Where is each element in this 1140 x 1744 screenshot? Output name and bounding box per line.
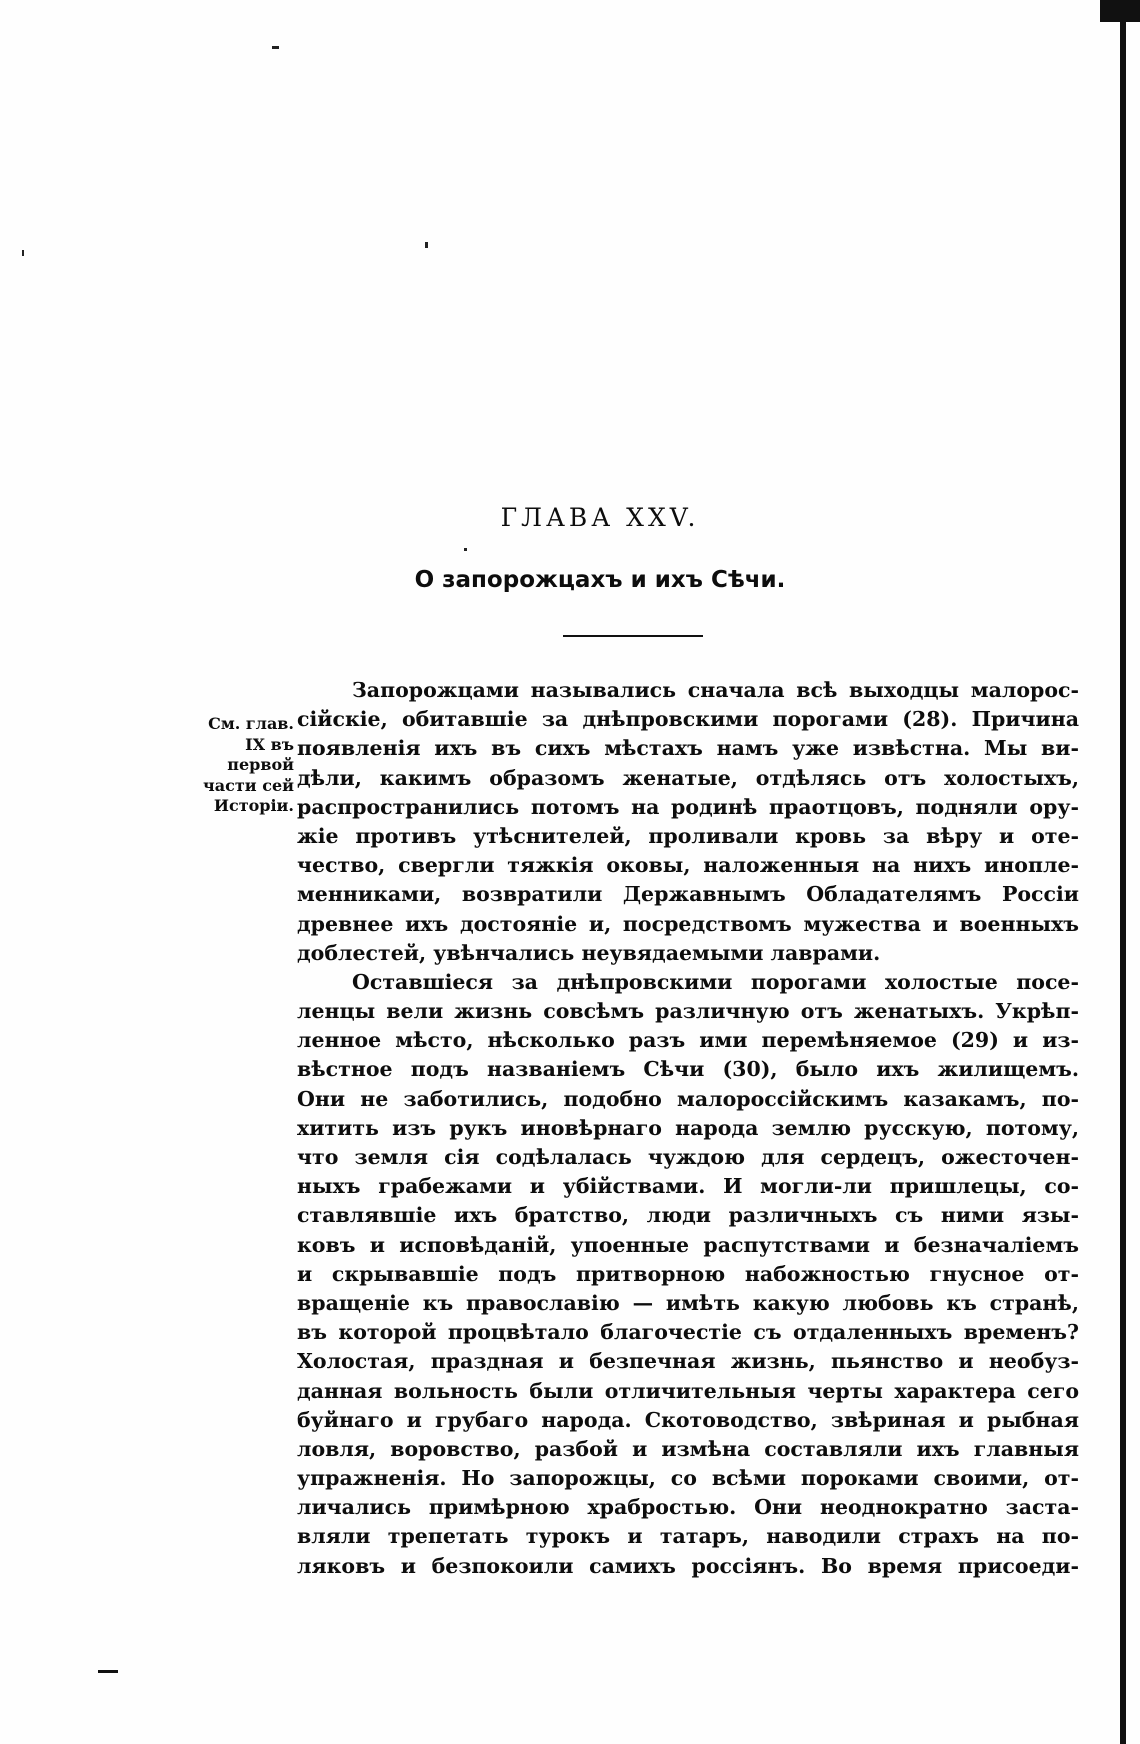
text-line: ставлявшіе ихъ братство, люди различныхъ съ ними язы- bbox=[297, 1203, 1079, 1228]
text-line: хитить изъ рукъ иновѣрнаго народа землю русскую, потому, bbox=[297, 1115, 1079, 1140]
text-line: Они не заботились, подобно малороссійскимъ казакамъ, по- bbox=[297, 1086, 1079, 1111]
text-line: ловля, воровство, разбой и измѣна составляли ихъ главныя bbox=[297, 1436, 1079, 1461]
text-line: что земля сія содѣлалась чуждою для сердецъ, ожесточен- bbox=[297, 1145, 1079, 1169]
text-line: упражненія. Но запорожцы, со всѣми пороками своими, от- bbox=[297, 1466, 1079, 1491]
text-line: въ которой процвѣтало благочестіе съ отдаленныхъ временъ? bbox=[297, 1320, 1079, 1345]
page-corner-shadow bbox=[1100, 0, 1140, 22]
text-line: Оставшіеся за днѣпровскими порогами холостые посе- bbox=[352, 969, 1079, 994]
text-line: древнее ихъ достояніе и, посредствомъ мужества и военныхъ bbox=[297, 911, 1079, 936]
chapter-heading: ГЛАВА XXV. bbox=[500, 503, 700, 532]
text-line: доблестей, увѣнчались неувядаемыми лаврами. bbox=[297, 940, 881, 965]
text-line: ковъ и исповѣданій, упоенные распутствами и безначаліемъ bbox=[297, 1232, 1079, 1257]
text-line: появленія ихъ въ сихъ мѣстахъ намъ уже извѣстна. Мы ви- bbox=[297, 736, 1079, 761]
text-line: сійскіе, обитавшіе за днѣпровскими порогами (28). Причина bbox=[297, 707, 1079, 732]
text-line: ныхъ грабежами и убійствами. И могли-ли пришлецы, со- bbox=[297, 1174, 1079, 1199]
text-line: Холостая, праздная и безпечная жизнь, пьянство и необуз- bbox=[297, 1349, 1079, 1374]
page-edge-shadow bbox=[1120, 0, 1126, 1744]
scan-speck bbox=[464, 548, 467, 551]
text-line: личались примѣрною храбростью. Они неоднократно заста- bbox=[297, 1495, 1079, 1520]
text-line: вращеніе къ православію — имѣть какую любовь къ странѣ, bbox=[297, 1290, 1079, 1315]
margin-note bbox=[186, 714, 294, 817]
text-line: чество, свергли тяжкія оковы, наложенныя на нихъ инопле- bbox=[297, 853, 1079, 878]
text-line: Запорожцами назывались сначала всѣ выходцы малорос- bbox=[352, 678, 1079, 702]
scan-speck bbox=[425, 242, 428, 248]
margin-note-line: первой bbox=[227, 755, 294, 774]
scan-speck bbox=[22, 250, 24, 256]
text-line: вляли трепетать турокъ и татаръ, наводили страхъ на по- bbox=[297, 1524, 1079, 1549]
text-line: буйнаго и грубаго народа. Скотоводство, звѣриная и рыбная bbox=[297, 1407, 1079, 1432]
margin-note-line: Исторіи. bbox=[213, 796, 294, 815]
margin-note-line: IX въ bbox=[245, 734, 294, 754]
chapter-title: О запорожцахъ и ихъ Сѣчи. bbox=[414, 567, 786, 593]
text-line: распространились потомъ на родинѣ праотцовъ, подняли ору- bbox=[297, 794, 1079, 819]
margin-note-line: части сей bbox=[203, 775, 294, 795]
text-line: ленное мѣсто, нѣсколько разъ ими перемѣняемое (29) и из- bbox=[297, 1028, 1079, 1053]
scan-dash-mark bbox=[98, 1670, 118, 1673]
text-line: дѣли, какимъ образомъ женатые, отдѣлясь отъ холостыхъ, bbox=[297, 765, 1079, 790]
margin-note-line: См. глав. bbox=[208, 714, 294, 733]
paragraph-1 bbox=[297, 676, 1079, 968]
text-line: жіе противъ утѣснителей, проливали кровь за вѣру и оте- bbox=[297, 823, 1079, 848]
text-line: менниками, возвратили Державнымъ Обладателямъ Россіи bbox=[297, 882, 1079, 907]
text-line: ленцы вели жизнь совсѣмъ различную отъ женатыхъ. Укрѣп- bbox=[297, 999, 1079, 1024]
text-line: и скрывавшіе подъ притворною набожностью гнусное от- bbox=[297, 1261, 1079, 1286]
text-line: вѣстное подъ названіемъ Сѣчи (30), было ихъ жилищемъ. bbox=[297, 1057, 1079, 1082]
title-divider bbox=[563, 635, 703, 637]
text-line: данная вольность были отличительныя черты характера сего bbox=[297, 1378, 1079, 1403]
scan-speck bbox=[272, 46, 279, 49]
paragraph-2 bbox=[297, 968, 1079, 1581]
body-text bbox=[297, 676, 1079, 1581]
text-line: ляковъ и безпокоили самихъ россіянъ. Во время присоеди- bbox=[297, 1553, 1079, 1578]
